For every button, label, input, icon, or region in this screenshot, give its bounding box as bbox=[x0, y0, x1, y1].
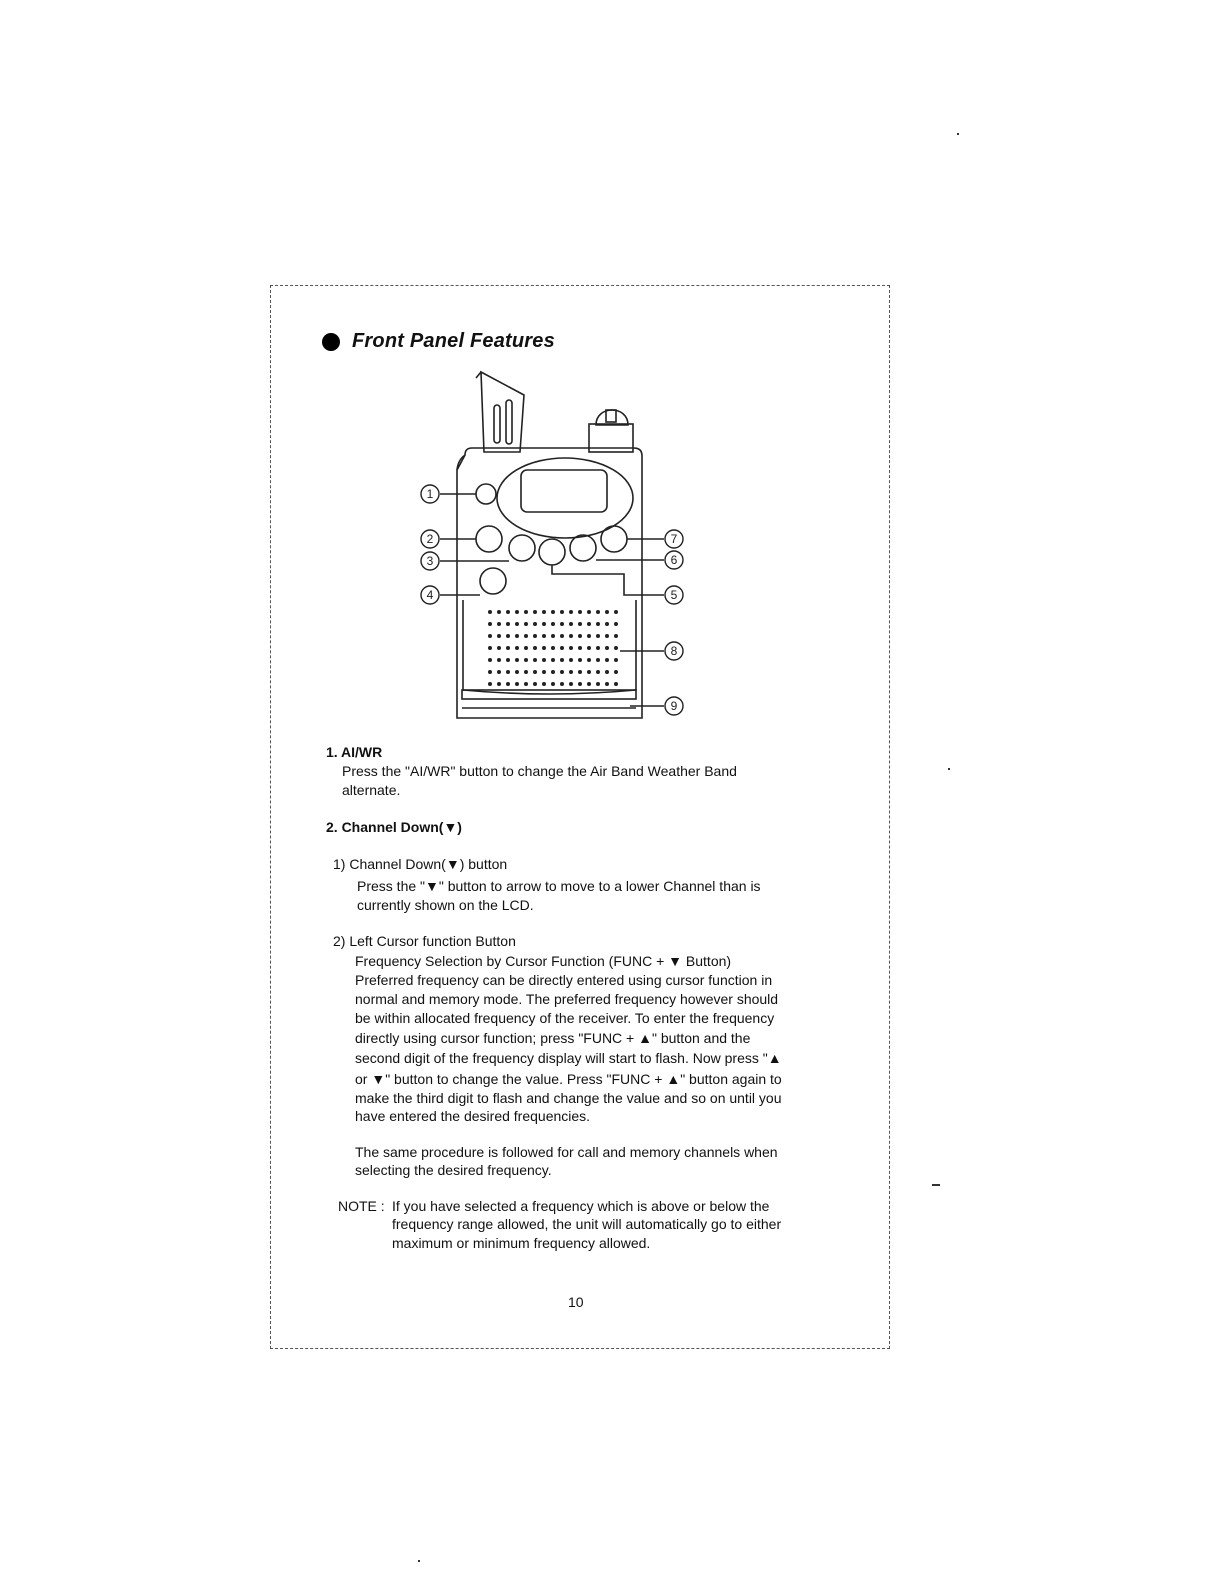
callout-8: 8 bbox=[670, 644, 678, 658]
procedure-text: The same procedure is followed for call and memory channels when bbox=[355, 1144, 778, 1160]
sub-2-line: have entered the desired frequencies. bbox=[355, 1108, 591, 1124]
note-text: frequency range allowed, the unit will automatically go to either bbox=[392, 1216, 782, 1232]
callout-3: 3 bbox=[426, 554, 434, 568]
section-heading bbox=[322, 330, 555, 353]
procedure-text: selecting the desired frequency. bbox=[355, 1162, 552, 1178]
sub-2-title: 2) Left Cursor function Button bbox=[333, 933, 516, 949]
scan-speck bbox=[948, 768, 950, 770]
item-1-text: Press the "AI/WR" button to change the Air Band Weather Band bbox=[342, 763, 737, 779]
callout-6: 6 bbox=[670, 553, 678, 567]
scan-speck bbox=[418, 1560, 420, 1562]
sub-2-line: be within allocated frequency of the receiver. To enter the frequency bbox=[355, 1010, 775, 1026]
note-text: If you have selected a frequency which is above or below the bbox=[392, 1198, 770, 1214]
sub-2-line: make the third digit to flash and change the value and so on until you bbox=[355, 1090, 782, 1106]
callout-4: 4 bbox=[426, 588, 434, 602]
sub-1-title: 1) Channel Down(▼) button bbox=[333, 856, 508, 872]
note-text: maximum or minimum frequency allowed. bbox=[392, 1235, 651, 1251]
section-title: Front Panel Features bbox=[352, 330, 555, 352]
note-label: NOTE : bbox=[338, 1198, 385, 1214]
page-number: 10 bbox=[568, 1294, 584, 1310]
sub-1-text: Press the "▼" button to arrow to move to a lower Channel than is bbox=[357, 878, 761, 894]
callout-1: 1 bbox=[426, 487, 434, 501]
scan-speck bbox=[957, 133, 959, 135]
sub-1-text: currently shown on the LCD. bbox=[357, 897, 534, 913]
sub-2-line: normal and memory mode. The preferred frequency however should bbox=[355, 991, 779, 1007]
sub-2-line: second digit of the frequency display will start to flash. Now press "▲ bbox=[355, 1050, 782, 1066]
callout-5: 5 bbox=[670, 588, 678, 602]
callout-7: 7 bbox=[670, 532, 678, 546]
scan-speck bbox=[932, 1184, 940, 1186]
callout-9: 9 bbox=[670, 699, 678, 713]
sub-2-line: or ▼" button to change the value. Press "FUNC + ▲" button again to bbox=[355, 1071, 782, 1087]
item-2-heading: 2. Channel Down(▼) bbox=[326, 819, 462, 835]
callout-2: 2 bbox=[426, 532, 434, 546]
sub-2-line: Preferred frequency can be directly entered using cursor function in bbox=[355, 972, 773, 988]
radio-front-panel-diagram bbox=[400, 360, 700, 735]
item-1-heading: 1. AI/WR bbox=[326, 744, 383, 760]
sub-2-line: Frequency Selection by Cursor Function (FUNC + ▼ Button) bbox=[355, 953, 732, 969]
bullet-icon bbox=[322, 333, 340, 351]
sub-2-line: directly using cursor function; press "FUNC + ▲" button and the bbox=[355, 1030, 751, 1046]
item-1-text: alternate. bbox=[342, 782, 401, 798]
